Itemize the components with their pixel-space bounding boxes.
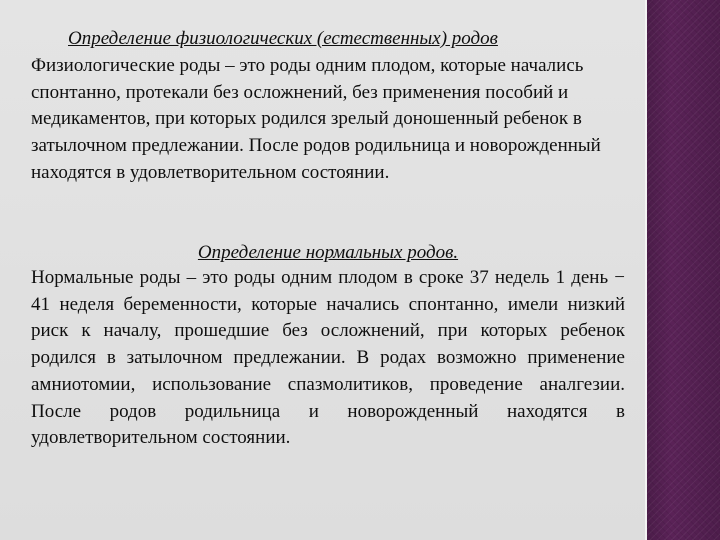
side-bar-divider [645, 0, 647, 540]
heading-physiological-birth: Определение физиологических (естественных) родов [68, 28, 498, 49]
paragraph-normal-birth: Нормальные роды – это роды одним плодом в сроке 37 недель 1 день − 41 неделя беременности, которые начались спонтанно, имели низкий риск к началу, прошедшие без осложнений, при которых ребенок родился в затылочном предлежании. В родах возможно применение амниотомии, использование спазмолитиков, проведение аналгезии. После родов родильница и новорожденный находятся в удовлетворительном состоянии. [31, 267, 625, 449]
paragraph-physiological-birth: Физиологические роды – это роды одним плодом, которые начались спонтанно, протекали без осложнений, без применения пособий и медикаментов, при которых родился зрелый доношенный ребенок в затылочном предлежании. После родов родильница и новорожденный находятся в удовлетворительном состоянии. [31, 55, 601, 183]
decorative-side-bar [645, 0, 720, 540]
heading-normal-birth: Определение нормальных родов. [197, 242, 459, 263]
